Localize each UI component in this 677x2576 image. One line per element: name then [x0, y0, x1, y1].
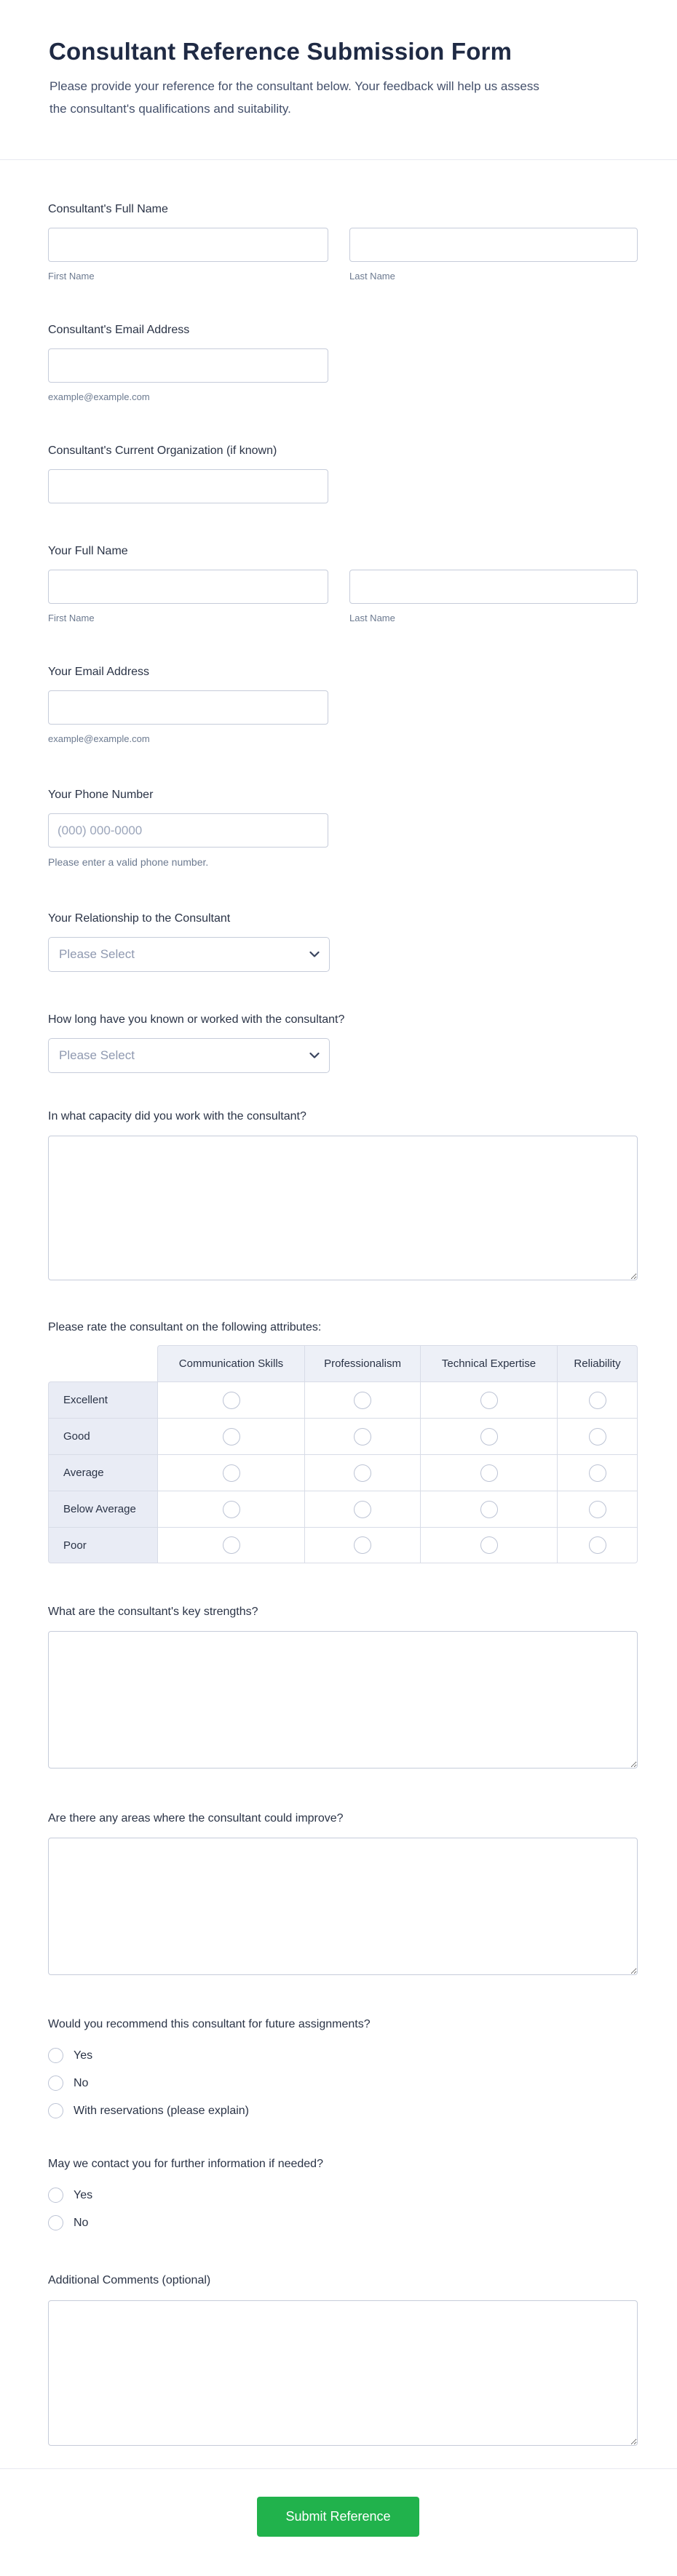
improvements-textarea[interactable]: [48, 1838, 638, 1975]
first-name-sublabel: First Name: [48, 613, 95, 623]
your-first-name-input[interactable]: [48, 570, 328, 604]
last-name-sublabel: Last Name: [349, 271, 395, 282]
matrix-column-header: Communication Skills: [157, 1345, 304, 1381]
matrix-row-label: Excellent: [48, 1381, 157, 1418]
matrix-radio-button[interactable]: [354, 1428, 371, 1445]
matrix-corner-cell: [48, 1345, 157, 1381]
chevron-down-icon: [309, 1053, 320, 1059]
field-your-name: [48, 544, 638, 624]
field-your-email: [48, 665, 638, 745]
matrix-cell: [157, 1418, 304, 1454]
matrix-cell: [557, 1527, 638, 1563]
matrix-radio-button[interactable]: [589, 1464, 606, 1482]
field-phone: [48, 788, 638, 868]
field-matrix: [48, 1320, 638, 1563]
comments-textarea[interactable]: [48, 2300, 638, 2446]
radio-label: Yes: [74, 2188, 93, 2201]
radio-option-no[interactable]: [48, 2215, 638, 2230]
matrix-radio-button[interactable]: [223, 1501, 240, 1518]
consultant-email-input[interactable]: [48, 348, 328, 383]
radio-option-reservations[interactable]: [48, 2103, 638, 2118]
field-comments: [48, 2273, 638, 2446]
field-relationship: [48, 912, 638, 972]
matrix-cell: [557, 1418, 638, 1454]
matrix-cell: [157, 1381, 304, 1418]
matrix-radio-button[interactable]: [354, 1464, 371, 1482]
field-label: Consultant's Full Name: [48, 203, 168, 215]
radio-label: Yes: [74, 2049, 93, 2062]
field-label: Please rate the consultant on the following attributes:: [48, 1321, 322, 1333]
matrix-column-header: Technical Expertise: [420, 1345, 557, 1381]
chevron-down-icon: [309, 952, 320, 958]
radio-label: No: [74, 2076, 89, 2089]
matrix-radio-button[interactable]: [480, 1464, 498, 1482]
capacity-textarea[interactable]: [48, 1136, 638, 1280]
matrix-radio-button[interactable]: [223, 1392, 240, 1409]
matrix-radio-button[interactable]: [223, 1428, 240, 1445]
email-sublabel: example@example.com: [48, 733, 150, 744]
header-divider: [0, 159, 677, 160]
last-name-sublabel: Last Name: [349, 613, 395, 623]
field-recommend: [48, 2017, 638, 2131]
field-label: Are there any areas where the consultant could improve?: [48, 1812, 344, 1825]
field-label: Consultant's Current Organization (if known): [48, 444, 277, 457]
matrix-radio-button[interactable]: [223, 1464, 240, 1482]
field-organization: [48, 444, 638, 503]
radio-circle-icon[interactable]: [48, 2048, 63, 2063]
matrix-radio-button[interactable]: [354, 1392, 371, 1409]
radio-circle-icon[interactable]: [48, 2075, 63, 2091]
matrix-radio-button[interactable]: [480, 1392, 498, 1409]
matrix-radio-button[interactable]: [480, 1501, 498, 1518]
organization-input[interactable]: [48, 469, 328, 503]
duration-select[interactable]: [48, 1038, 330, 1073]
matrix-cell: [304, 1491, 420, 1527]
matrix-radio-button[interactable]: [354, 1501, 371, 1518]
field-label: Additional Comments (optional): [48, 2274, 211, 2286]
field-consultant-email: [48, 323, 638, 403]
matrix-cell: [420, 1527, 557, 1563]
field-label: Consultant's Email Address: [48, 324, 190, 336]
field-label: Your Email Address: [48, 666, 150, 678]
matrix-cell: [420, 1491, 557, 1527]
matrix-radio-button[interactable]: [354, 1536, 371, 1554]
matrix-row-label: Average: [48, 1454, 157, 1491]
matrix-radio-button[interactable]: [589, 1428, 606, 1445]
radio-label: No: [74, 2216, 89, 2229]
field-label: In what capacity did you work with the consultant?: [48, 1110, 306, 1122]
your-last-name-input[interactable]: [349, 570, 638, 604]
email-sublabel: example@example.com: [48, 391, 150, 402]
matrix-cell: [304, 1418, 420, 1454]
field-consultant-name: [48, 202, 638, 282]
your-email-input[interactable]: [48, 690, 328, 725]
consultant-first-name-input[interactable]: [48, 228, 328, 262]
field-label: Your Full Name: [48, 545, 128, 557]
matrix-column-header: Reliability: [557, 1345, 638, 1381]
page-subtitle: Please provide your reference for the consultant below. Your feedback will help us assess the consultant's qualifications and suitability.: [50, 79, 539, 116]
strengths-textarea[interactable]: [48, 1631, 638, 1768]
matrix-radio-button[interactable]: [480, 1428, 498, 1445]
matrix-cell: [304, 1454, 420, 1491]
submit-button[interactable]: Submit Reference: [257, 2497, 419, 2537]
matrix-cell: [420, 1418, 557, 1454]
field-improvements: [48, 1811, 638, 1975]
relationship-select[interactable]: [48, 937, 330, 972]
page-title: Consultant Reference Submission Form: [49, 38, 512, 65]
radio-circle-icon[interactable]: [48, 2215, 63, 2230]
matrix-cell: [557, 1381, 638, 1418]
matrix-cell: [157, 1454, 304, 1491]
matrix-row-label: Poor: [48, 1527, 157, 1563]
radio-circle-icon[interactable]: [48, 2188, 63, 2203]
select-value: Please Select: [59, 1048, 135, 1062]
matrix-column-header: Professionalism: [304, 1345, 420, 1381]
matrix-cell: [420, 1454, 557, 1491]
select-value: Please Select: [59, 947, 135, 961]
field-contact: [48, 2157, 638, 2243]
field-label: May we contact you for further information if needed?: [48, 2158, 323, 2170]
radio-option-yes[interactable]: [48, 2188, 638, 2203]
radio-option-yes[interactable]: [48, 2048, 638, 2063]
matrix-cell: [304, 1527, 420, 1563]
matrix-cell: [157, 1491, 304, 1527]
radio-option-no[interactable]: [48, 2075, 638, 2091]
field-capacity: [48, 1109, 638, 1280]
matrix-cell: [557, 1454, 638, 1491]
field-label: What are the consultant's key strengths?: [48, 1606, 258, 1618]
matrix-cell: [420, 1381, 557, 1418]
field-strengths: [48, 1605, 638, 1768]
matrix-radio-button[interactable]: [589, 1536, 606, 1554]
phone-sublabel: Please enter a valid phone number.: [48, 856, 209, 868]
consultant-last-name-input[interactable]: [349, 228, 638, 262]
matrix-radio-button[interactable]: [480, 1536, 498, 1554]
matrix-row-label: Good: [48, 1418, 157, 1454]
field-label: Would you recommend this consultant for future assignments?: [48, 2018, 371, 2030]
rating-matrix: [48, 1345, 638, 1563]
matrix-cell: [557, 1491, 638, 1527]
matrix-cell: [304, 1381, 420, 1418]
radio-label: With reservations (please explain): [74, 2104, 249, 2117]
matrix-radio-button[interactable]: [589, 1501, 606, 1518]
matrix-radio-button[interactable]: [223, 1536, 240, 1554]
radio-circle-icon[interactable]: [48, 2103, 63, 2118]
field-label: How long have you known or worked with the consultant?: [48, 1013, 345, 1026]
phone-input[interactable]: [48, 813, 328, 848]
field-label: Your Relationship to the Consultant: [48, 912, 231, 925]
field-label: Your Phone Number: [48, 789, 154, 801]
matrix-cell: [157, 1527, 304, 1563]
field-duration: [48, 1013, 638, 1073]
footer-divider: [0, 2468, 677, 2469]
matrix-row-label: Below Average: [48, 1491, 157, 1527]
matrix-radio-button[interactable]: [589, 1392, 606, 1409]
first-name-sublabel: First Name: [48, 271, 95, 282]
